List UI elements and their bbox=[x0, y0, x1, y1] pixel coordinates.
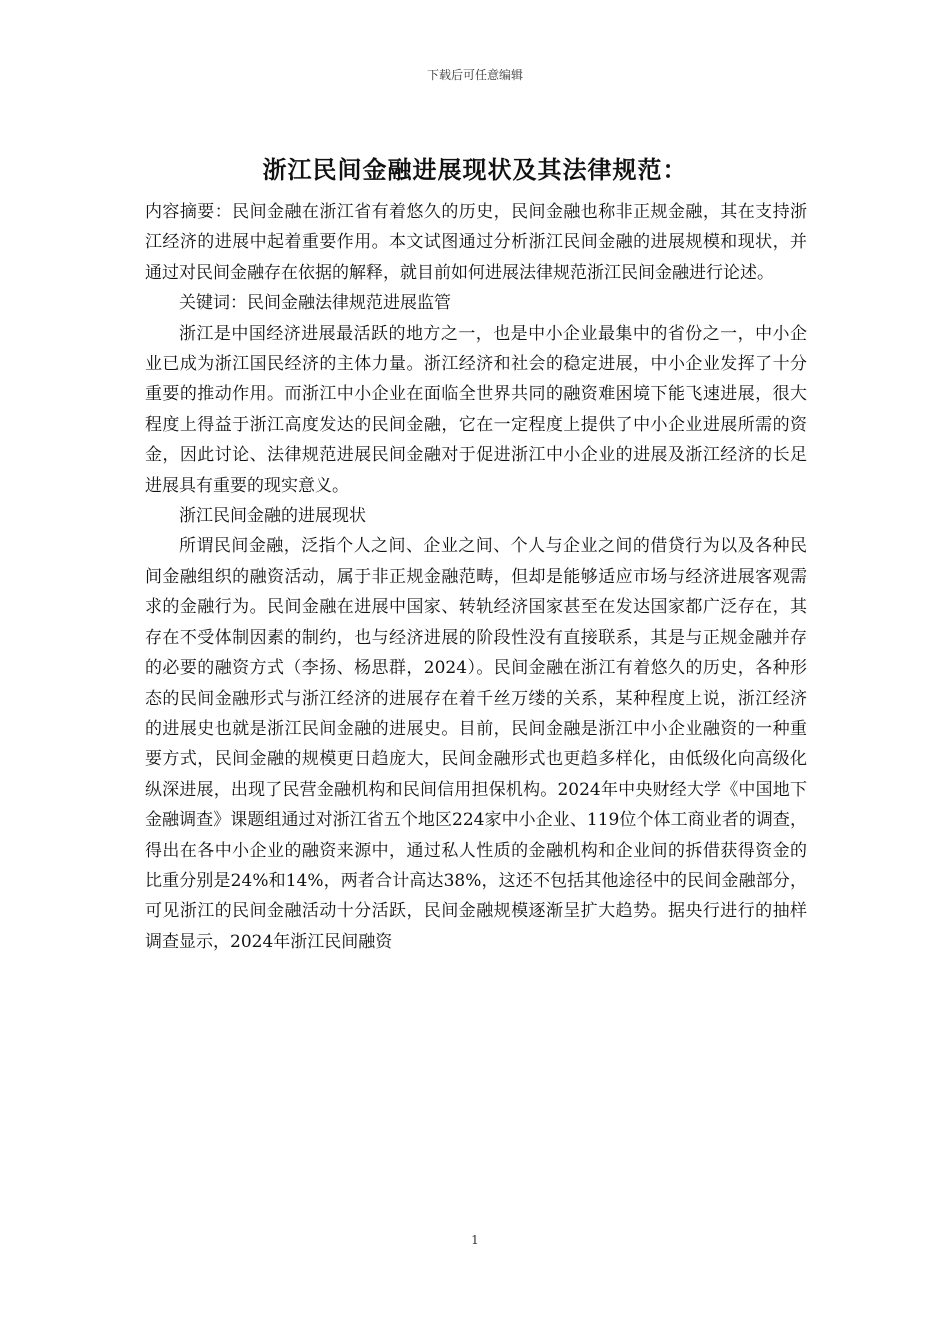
page-number: 1 bbox=[471, 1233, 479, 1247]
body-paragraph-2: 所谓民间金融，泛指个人之间、企业之间、个人与企业之间的借贷行为以及各种民间金融组织的融资活动，属于非正规金融范畴，但却是能够适应市场与经济进展客观需求的金融行为。民间金融在进展中国家、转轨经济国家甚至在发达国家都广泛存在，其存在不受体制因素的制约，也与经济进展的阶段性没有直接联系，其是与正规金融并存的必要的融资方式（李扬、杨思群，2024）。民间金融在浙江有着悠久的历史，各种形态的民间金融形式与浙江经济的进展存在着千丝万缕的关系，某种程度上说，浙江经济的进展史也就是浙江民间金融的进展史。目前，民间金融是浙江中小企业融资的一种重要方式，民间金融的规模更日趋庞大，民间金融形式也更趋多样化，由低级化向高级化纵深进展，出现了民营金融机构和民间信用担保机构。2024年中央财经大学《中国地下金融调查》课题组通过对浙江省五个地区224家中小企业、119位个体工商业者的调查，得出在各中小企业的融资来源中，通过私人性质的金融机构和企业间的拆借获得资金的比重分别是24%和14%，两者合计高达38%，这还不包括其他途径中的民间金融部分，可见浙江的民间金融活动十分活跃，民间金融规模逐渐呈扩大趋势。据央行进行的抽样调查显示，2024年浙江民间融资 bbox=[145, 536, 807, 952]
body-paragraph-1: 浙江是中国经济进展最活跃的地方之一，也是中小企业最集中的省份之一，中小企业已成为浙江国民经济的主体力量。浙江经济和社会的稳定进展，中小企业发挥了十分重要的推动作用。而浙江中小企业在面临全世界共同的融资难困境下能飞速进展，很大程度上得益于浙江高度发达的民间金融，它在一定程度上提供了中小企业进展所需的资金，因此讨论、法律规范进展民间金融对于促进浙江中小企业的进展及浙江经济的长足进展具有重要的现实意义。 bbox=[145, 323, 807, 496]
section-heading: 浙江民间金融的进展现状 bbox=[179, 506, 366, 527]
abstract-paragraph: 内容摘要：民间金融在浙江省有着悠久的历史，民间金融也称非正规金融，其在支持浙江经济的进展中起着重要作用。本文试图通过分析浙江民间金融的进展规模和现状，并通过对民间金融存在依据的解释，就目前如何进展法律规范浙江民间金融进行论述。 bbox=[145, 202, 807, 283]
page-header: 下载后可任意编辑 bbox=[426, 68, 523, 82]
document-title: 浙江民间金融进展现状及其法律规范： bbox=[262, 156, 688, 184]
document-body bbox=[145, 197, 807, 957]
keywords-line: 关键词：民间金融法律规范进展监管 bbox=[179, 293, 451, 314]
